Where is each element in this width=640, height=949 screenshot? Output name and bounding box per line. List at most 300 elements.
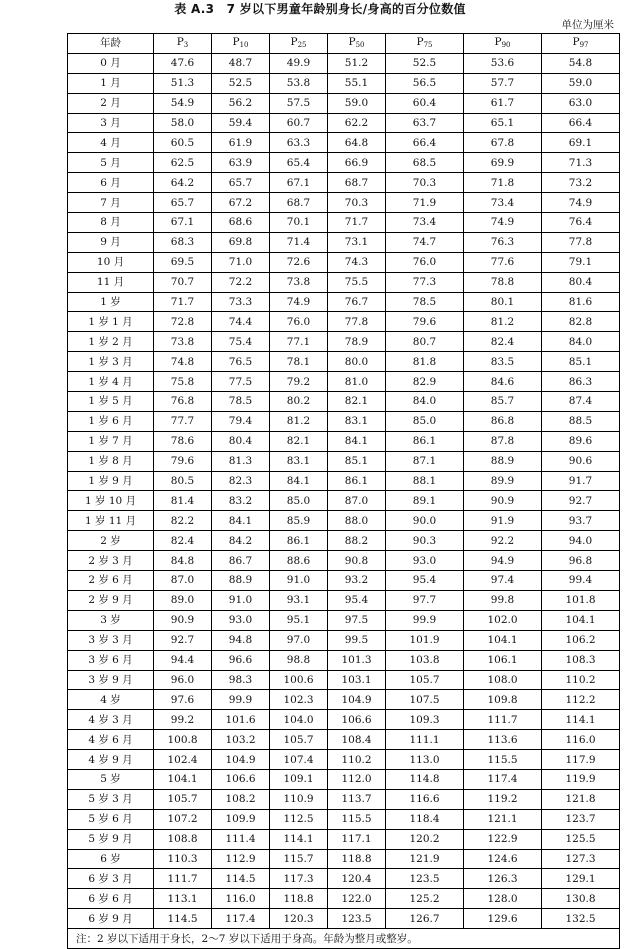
value-cell: 117.9 [542,750,620,770]
value-cell: 70.7 [154,272,212,292]
value-cell: 61.9 [212,133,270,153]
value-cell: 54.9 [154,93,212,113]
value-cell: 114.1 [270,829,328,849]
value-cell: 114.5 [154,909,212,929]
value-cell: 119.9 [542,769,620,789]
value-cell: 71.3 [542,153,620,173]
age-cell: 2 岁 6 月 [68,571,154,591]
value-cell: 82.2 [154,511,212,531]
age-cell: 1 岁 5 月 [68,392,154,412]
value-cell: 114.1 [542,710,620,730]
value-cell: 125.5 [542,829,620,849]
value-cell: 81.2 [464,312,542,332]
value-cell: 77.8 [328,312,386,332]
value-cell: 90.9 [154,610,212,630]
value-cell: 76.0 [386,252,464,272]
percentile-column-header: $P_{25}$ [270,34,328,54]
value-cell: 90.6 [542,451,620,471]
value-cell: 99.9 [386,610,464,630]
value-cell: 83.2 [212,491,270,511]
value-cell: 94.0 [542,531,620,551]
table-row [68,690,620,710]
value-cell: 93.1 [270,590,328,610]
value-cell: 67.1 [154,213,212,233]
unit-note: 单位为厘米 [561,19,614,31]
value-cell: 82.4 [464,332,542,352]
value-cell: 107.4 [270,750,328,770]
value-cell: 68.7 [328,173,386,193]
value-cell: 126.7 [386,909,464,929]
value-cell: 73.1 [328,232,386,252]
value-cell: 80.2 [270,392,328,412]
value-cell: 125.2 [386,889,464,909]
value-cell: 69.9 [464,153,542,173]
value-cell: 95.4 [328,590,386,610]
age-cell: 1 岁 [68,292,154,312]
table-row [68,113,620,133]
value-cell: 84.1 [270,471,328,491]
value-cell: 83.5 [464,352,542,372]
value-cell: 86.1 [328,471,386,491]
value-cell: 75.8 [154,372,212,392]
value-cell: 74.9 [464,213,542,233]
value-cell: 116.0 [542,730,620,750]
value-cell: 89.0 [154,590,212,610]
value-cell: 118.8 [270,889,328,909]
value-cell: 88.9 [212,571,270,591]
value-cell: 112.0 [328,769,386,789]
value-cell: 51.3 [154,73,212,93]
value-cell: 77.7 [154,411,212,431]
value-cell: 124.6 [464,849,542,869]
value-cell: 72.6 [270,252,328,272]
value-cell: 99.8 [464,590,542,610]
value-cell: 115.5 [464,750,542,770]
value-cell: 90.3 [386,531,464,551]
value-cell: 94.8 [212,630,270,650]
value-cell: 93.0 [212,610,270,630]
age-cell: 5 岁 6 月 [68,809,154,829]
value-cell: 71.0 [212,252,270,272]
value-cell: 59.4 [212,113,270,133]
value-cell: 76.4 [542,213,620,233]
value-cell: 89.6 [542,431,620,451]
percentile-column-header: $P_{10}$ [212,34,270,54]
table-note: 注：2 岁以下适用于身长，2～7 岁以下适用于身高。年龄为整月或整岁。 [68,929,620,949]
value-cell: 87.0 [154,571,212,591]
value-cell: 99.9 [212,690,270,710]
value-cell: 78.5 [386,292,464,312]
value-cell: 62.2 [328,113,386,133]
value-cell: 79.2 [270,372,328,392]
value-cell: 115.7 [270,849,328,869]
table-row [68,133,620,153]
value-cell: 83.1 [270,451,328,471]
value-cell: 95.1 [270,610,328,630]
value-cell: 109.1 [270,769,328,789]
value-cell: 82.1 [270,431,328,451]
age-cell: 4 岁 [68,690,154,710]
value-cell: 111.7 [154,869,212,889]
table-row [68,213,620,233]
value-cell: 74.8 [154,352,212,372]
value-cell: 98.8 [270,650,328,670]
value-cell: 113.0 [386,750,464,770]
value-cell: 63.7 [386,113,464,133]
value-cell: 66.4 [542,113,620,133]
age-cell: 5 月 [68,153,154,173]
value-cell: 128.0 [464,889,542,909]
table-row [68,909,620,929]
table-row [68,531,620,551]
value-cell: 107.5 [386,690,464,710]
value-cell: 77.8 [542,232,620,252]
value-cell: 82.4 [154,531,212,551]
value-cell: 114.5 [212,869,270,889]
value-cell: 110.3 [154,849,212,869]
age-cell: 5 岁 3 月 [68,789,154,809]
value-cell: 85.9 [270,511,328,531]
value-cell: 107.2 [154,809,212,829]
value-cell: 111.1 [386,730,464,750]
value-cell: 98.3 [212,670,270,690]
value-cell: 77.1 [270,332,328,352]
value-cell: 90.8 [328,551,386,571]
age-cell: 9 月 [68,232,154,252]
value-cell: 84.6 [464,372,542,392]
value-cell: 120.3 [270,909,328,929]
value-cell: 86.8 [464,411,542,431]
value-cell: 84.0 [386,392,464,412]
value-cell: 64.8 [328,133,386,153]
table-row [68,650,620,670]
value-cell: 88.9 [464,451,542,471]
table-row [68,332,620,352]
value-cell: 108.3 [542,650,620,670]
value-cell: 82.3 [212,471,270,491]
value-cell: 87.0 [328,491,386,511]
percentile-column-header: $P_{50}$ [328,34,386,54]
table-row [68,411,620,431]
table-row [68,153,620,173]
value-cell: 121.8 [542,789,620,809]
value-cell: 117.4 [464,769,542,789]
table-row [68,491,620,511]
value-cell: 101.6 [212,710,270,730]
age-cell: 2 月 [68,93,154,113]
value-cell: 93.7 [542,511,620,531]
value-cell: 81.6 [542,292,620,312]
value-cell: 94.4 [154,650,212,670]
value-cell: 82.9 [386,372,464,392]
value-cell: 104.9 [328,690,386,710]
table-row [68,809,620,829]
table-header-row [68,34,620,54]
value-cell: 92.2 [464,531,542,551]
value-cell: 95.4 [386,571,464,591]
value-cell: 74.3 [328,252,386,272]
value-cell: 56.5 [386,73,464,93]
value-cell: 74.7 [386,232,464,252]
value-cell: 60.7 [270,113,328,133]
value-cell: 102.4 [154,750,212,770]
value-cell: 59.0 [542,73,620,93]
table-row [68,869,620,889]
value-cell: 112.9 [212,849,270,869]
value-cell: 80.5 [154,471,212,491]
value-cell: 52.5 [386,53,464,73]
value-cell: 84.1 [212,511,270,531]
table-row [68,590,620,610]
age-cell: 1 月 [68,73,154,93]
page-title: 表 A.3 7 岁以下男童年龄别身长/身高的百分位数值 [174,2,466,16]
value-cell: 82.8 [542,312,620,332]
age-cell: 1 岁 2 月 [68,332,154,352]
value-cell: 119.2 [464,789,542,809]
value-cell: 73.2 [542,173,620,193]
value-cell: 97.4 [464,571,542,591]
value-cell: 97.6 [154,690,212,710]
value-cell: 93.0 [386,551,464,571]
age-cell: 2 岁 3 月 [68,551,154,571]
value-cell: 82.1 [328,392,386,412]
value-cell: 71.7 [154,292,212,312]
value-cell: 118.4 [386,809,464,829]
percentile-column-header: $P_{90}$ [464,34,542,54]
value-cell: 63.3 [270,133,328,153]
value-cell: 105.7 [386,670,464,690]
value-cell: 104.0 [270,710,328,730]
value-cell: 109.3 [386,710,464,730]
value-cell: 79.4 [212,411,270,431]
table-row [68,511,620,531]
age-cell: 4 月 [68,133,154,153]
value-cell: 53.8 [270,73,328,93]
value-cell: 88.5 [542,411,620,431]
value-cell: 87.4 [542,392,620,412]
value-cell: 120.4 [328,869,386,889]
value-cell: 87.8 [464,431,542,451]
value-cell: 47.6 [154,53,212,73]
value-cell: 65.7 [154,193,212,213]
value-cell: 84.8 [154,551,212,571]
table-row [68,352,620,372]
value-cell: 75.4 [212,332,270,352]
value-cell: 73.4 [386,213,464,233]
value-cell: 64.2 [154,173,212,193]
value-cell: 80.4 [542,272,620,292]
value-cell: 69.5 [154,252,212,272]
age-cell: 3 月 [68,113,154,133]
value-cell: 80.0 [328,352,386,372]
table-row [68,272,620,292]
value-cell: 84.2 [212,531,270,551]
value-cell: 106.2 [542,630,620,650]
value-cell: 113.6 [464,730,542,750]
value-cell: 99.4 [542,571,620,591]
value-cell: 117.4 [212,909,270,929]
value-cell: 65.4 [270,153,328,173]
value-cell: 129.1 [542,869,620,889]
age-cell: 1 岁 9 月 [68,471,154,491]
value-cell: 115.5 [328,809,386,829]
value-cell: 102.3 [270,690,328,710]
value-cell: 93.2 [328,571,386,591]
value-cell: 97.0 [270,630,328,650]
value-cell: 73.8 [154,332,212,352]
age-cell: 3 岁 [68,610,154,630]
age-cell: 1 岁 3 月 [68,352,154,372]
value-cell: 111.4 [212,829,270,849]
value-cell: 104.9 [212,750,270,770]
value-cell: 118.8 [328,849,386,869]
age-cell: 4 岁 9 月 [68,750,154,770]
age-cell: 10 月 [68,252,154,272]
value-cell: 85.0 [270,491,328,511]
value-cell: 99.2 [154,710,212,730]
value-cell: 52.5 [212,73,270,93]
value-cell: 57.7 [464,73,542,93]
value-cell: 96.6 [212,650,270,670]
table-row [68,392,620,412]
age-cell: 5 岁 9 月 [68,829,154,849]
value-cell: 69.8 [212,232,270,252]
value-cell: 91.7 [542,471,620,491]
value-cell: 111.7 [464,710,542,730]
value-cell: 121.1 [464,809,542,829]
value-cell: 100.6 [270,670,328,690]
value-cell: 123.5 [386,869,464,889]
age-cell: 1 岁 7 月 [68,431,154,451]
age-cell: 6 岁 9 月 [68,909,154,929]
value-cell: 79.6 [386,312,464,332]
table-row [68,292,620,312]
table-row [68,571,620,591]
percentile-column-header: $P_3$ [154,34,212,54]
value-cell: 123.7 [542,809,620,829]
value-cell: 97.5 [328,610,386,630]
value-cell: 96.8 [542,551,620,571]
value-cell: 57.5 [270,93,328,113]
age-cell: 3 岁 6 月 [68,650,154,670]
age-cell: 5 岁 [68,769,154,789]
value-cell: 103.8 [386,650,464,670]
value-cell: 73.8 [270,272,328,292]
value-cell: 130.8 [542,889,620,909]
age-cell: 3 岁 9 月 [68,670,154,690]
value-cell: 60.5 [154,133,212,153]
value-cell: 48.7 [212,53,270,73]
value-cell: 54.8 [542,53,620,73]
age-cell: 2 岁 9 月 [68,590,154,610]
value-cell: 85.1 [542,352,620,372]
table-row [68,372,620,392]
value-cell: 76.3 [464,232,542,252]
value-cell: 68.6 [212,213,270,233]
age-cell: 8 月 [68,213,154,233]
value-cell: 66.9 [328,153,386,173]
value-cell: 80.7 [386,332,464,352]
value-cell: 101.9 [386,630,464,650]
value-cell: 56.2 [212,93,270,113]
value-cell: 86.1 [386,431,464,451]
value-cell: 96.0 [154,670,212,690]
age-cell: 1 岁 6 月 [68,411,154,431]
value-cell: 61.7 [464,93,542,113]
table-row [68,193,620,213]
value-cell: 67.2 [212,193,270,213]
value-cell: 71.4 [270,232,328,252]
percentile-column-header: $P_{97}$ [542,34,620,54]
value-cell: 106.6 [328,710,386,730]
value-cell: 106.1 [464,650,542,670]
value-cell: 110.2 [542,670,620,690]
value-cell: 76.7 [328,292,386,312]
value-cell: 74.9 [542,193,620,213]
value-cell: 86.3 [542,372,620,392]
value-cell: 70.3 [386,173,464,193]
value-cell: 106.6 [212,769,270,789]
value-cell: 83.1 [328,411,386,431]
value-cell: 78.1 [270,352,328,372]
value-cell: 88.0 [328,511,386,531]
value-cell: 112.2 [542,690,620,710]
value-cell: 99.5 [328,630,386,650]
value-cell: 113.1 [154,889,212,909]
table-row [68,551,620,571]
value-cell: 91.0 [270,571,328,591]
value-cell: 101.8 [542,590,620,610]
value-cell: 71.9 [386,193,464,213]
age-cell: 6 岁 [68,849,154,869]
age-cell: 1 岁 1 月 [68,312,154,332]
value-cell: 88.6 [270,551,328,571]
value-cell: 71.8 [464,173,542,193]
age-cell: 6 月 [68,173,154,193]
age-cell: 6 岁 6 月 [68,889,154,909]
value-cell: 72.8 [154,312,212,332]
table-row [68,173,620,193]
table-row [68,670,620,690]
value-cell: 74.9 [270,292,328,312]
value-cell: 69.1 [542,133,620,153]
value-cell: 81.0 [328,372,386,392]
value-cell: 78.9 [328,332,386,352]
value-cell: 104.1 [154,769,212,789]
table-row [68,451,620,471]
table-row [68,889,620,909]
value-cell: 73.4 [464,193,542,213]
value-cell: 68.3 [154,232,212,252]
value-cell: 85.1 [328,451,386,471]
value-cell: 89.9 [464,471,542,491]
value-cell: 75.5 [328,272,386,292]
value-cell: 123.5 [328,909,386,929]
value-cell: 117.1 [328,829,386,849]
value-cell: 114.8 [386,769,464,789]
value-cell: 109.9 [212,809,270,829]
value-cell: 51.2 [328,53,386,73]
value-cell: 116.0 [212,889,270,909]
value-cell: 104.1 [542,610,620,630]
value-cell: 59.0 [328,93,386,113]
table-row [68,232,620,252]
value-cell: 78.8 [464,272,542,292]
value-cell: 79.1 [542,252,620,272]
value-cell: 92.7 [154,630,212,650]
value-cell: 94.9 [464,551,542,571]
age-cell: 11 月 [68,272,154,292]
